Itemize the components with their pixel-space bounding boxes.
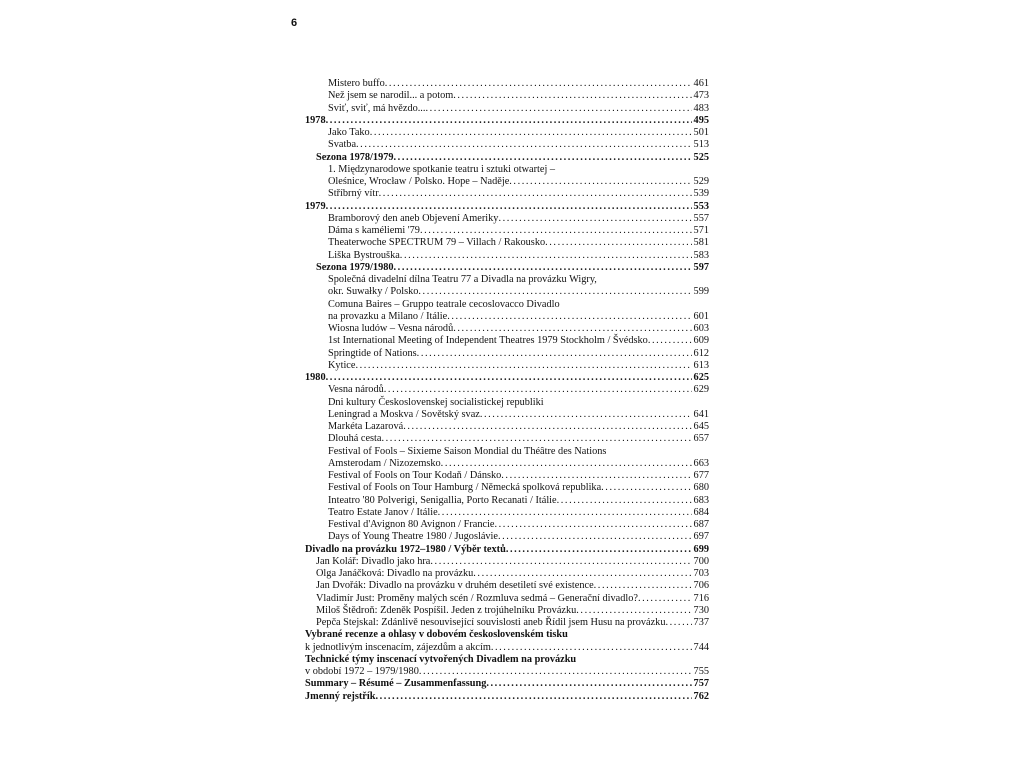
- toc-entry-title: Comuna Baires – Gruppo teatrale cecoslovacco Divadlo: [328, 298, 560, 310]
- toc-entry: [305, 593, 709, 605]
- dot-leader: [326, 201, 692, 213]
- toc-entry-title: Days of Young Theatre 1980 / Jugoslávie: [328, 531, 498, 543]
- toc-entry-page: 583: [693, 249, 709, 261]
- toc-entry: [305, 164, 709, 176]
- toc-entry-title: Sezona 1978/1979: [316, 151, 394, 163]
- toc-entry-page: 684: [693, 506, 709, 518]
- dot-leader: [400, 250, 692, 262]
- toc-entry: [305, 421, 709, 433]
- toc-entry-title: 1st International Meeting of Independent Theatres 1979 Stockholm / Švédsko: [328, 335, 648, 347]
- dot-leader: [638, 593, 692, 605]
- toc-entry-title: Olga Janáčková: Divadlo na provázku: [316, 568, 474, 579]
- toc-entry-title: Dáma s kaméliemi '79: [328, 225, 420, 236]
- toc-entry-title: okr. Suwałky / Polsko: [328, 286, 419, 298]
- toc-entry-title: Jako Tako: [328, 127, 370, 138]
- toc-entry-page: 557: [693, 212, 709, 224]
- toc-entry-title: Jan Dvořák: Divadlo na provázku v druhém desetiletí své existence: [316, 580, 594, 592]
- toc-entry-title: 1979: [305, 200, 326, 212]
- toc-entry: [305, 507, 709, 519]
- toc-entry: [305, 372, 709, 384]
- dot-leader: [394, 262, 692, 274]
- toc-entry: [305, 115, 709, 127]
- page-number: 6: [291, 17, 298, 29]
- dot-leader: [486, 678, 691, 690]
- toc-entry-title: Technické týmy inscenací vytvořených Divadlem na provázku: [305, 653, 577, 665]
- toc-entry-page: 571: [693, 225, 709, 236]
- toc-entry: [305, 409, 709, 421]
- toc-entry: [305, 544, 709, 556]
- toc-entry-title: 1978: [305, 114, 326, 126]
- toc-entry-title: Leningrad a Moskva / Sovětský svaz: [328, 408, 480, 420]
- toc-entry-page: 744: [693, 641, 709, 653]
- toc-entry-title: na provazku a Milano / Itálie: [328, 310, 448, 322]
- dot-leader: [491, 642, 692, 654]
- dot-leader: [375, 691, 691, 703]
- toc-entry-title: Oleśnice, Wrocław / Polsko. Hope – Naděje: [328, 176, 510, 187]
- dot-leader: [355, 360, 691, 372]
- toc-entry-page: 612: [693, 347, 709, 359]
- toc-entry: [305, 237, 709, 249]
- toc-entry: [305, 605, 709, 617]
- toc-entry-title: Stříbrný vítr: [328, 188, 379, 200]
- toc-entry: [305, 348, 709, 360]
- toc-entry-page: 581: [693, 237, 709, 249]
- toc-entry: [305, 470, 709, 482]
- toc-entry-title: Kytice: [328, 359, 356, 371]
- toc-entry-page: 687: [693, 519, 709, 530]
- dot-leader: [594, 580, 692, 592]
- toc-entry: [305, 286, 709, 298]
- toc-entry-page: 657: [693, 433, 709, 445]
- dot-leader: [498, 213, 691, 225]
- toc-entry-page: 699: [693, 543, 709, 555]
- toc-entry: [305, 225, 709, 237]
- toc-entry-title: 1. Międzynarodowe spotkanie teatru i sztuki otwartej –: [328, 163, 556, 175]
- toc-entry: [305, 90, 709, 102]
- toc-entry-title: Summary – Résumé – Zusammenfassung: [305, 678, 487, 690]
- toc-entry-page: 513: [693, 139, 709, 151]
- toc-entry-page: 539: [693, 188, 709, 200]
- toc-entry-page: 461: [693, 78, 709, 89]
- toc-entry-page: 553: [693, 200, 709, 212]
- toc-entry: [305, 495, 709, 507]
- toc-entry-page: 613: [693, 359, 709, 371]
- toc-entry: [305, 568, 709, 580]
- toc-entry-title: Bramborový den aneb Objevení Ameriky: [328, 212, 499, 224]
- toc-entry-title: Festival of Fools on Tour Kodaň / Dánsko: [328, 470, 502, 481]
- toc-entry-title: Sviť, sviť, má hvězdo...: [328, 102, 426, 114]
- toc-entry-title: Vesna národů: [328, 384, 384, 396]
- toc-entry: [305, 580, 709, 592]
- toc-entry: [305, 250, 709, 262]
- dot-leader: [473, 568, 691, 580]
- toc-entry: [305, 274, 709, 286]
- toc-entry: [305, 678, 709, 690]
- toc-entry: [305, 335, 709, 347]
- toc-entry-title: Festival d'Avignon 80 Avignon / Francie: [328, 519, 495, 530]
- toc-entry-page: 473: [693, 90, 709, 102]
- toc-entry-page: 757: [693, 678, 709, 690]
- toc-entry: [305, 139, 709, 151]
- toc-entry-title: Jan Kolář: Divadlo jako hra: [316, 555, 431, 567]
- dot-leader: [438, 507, 692, 519]
- toc-entry-title: Festival of Fools on Tour Hamburg / Německá spolková republika: [328, 482, 602, 494]
- toc-entry-title: Dni kultury Československej socialistickej republiki: [328, 396, 544, 408]
- toc-entry-title: Markéta Lazarová: [328, 421, 404, 432]
- toc-entry-page: 495: [693, 114, 709, 126]
- toc-entry-page: 730: [693, 604, 709, 616]
- dot-leader: [417, 348, 692, 360]
- toc-entry: [305, 482, 709, 494]
- dot-leader: [601, 482, 691, 494]
- toc-entry-page: 755: [693, 666, 709, 677]
- toc-entry: [305, 323, 709, 335]
- toc-entry: [305, 188, 709, 200]
- toc-entry-page: 529: [693, 176, 709, 187]
- toc-entry-title: Vybrané recenze a ohlasy v dobovém československém tisku: [305, 629, 568, 641]
- toc-entry: [305, 458, 709, 470]
- toc-entry: [305, 617, 709, 629]
- toc-entry-page: 597: [693, 261, 709, 273]
- toc-entry-page: 641: [693, 408, 709, 420]
- dot-leader: [453, 90, 691, 102]
- dot-leader: [648, 335, 692, 347]
- dot-leader: [506, 544, 692, 556]
- toc-entry-page: 483: [693, 102, 709, 114]
- toc-entry-page: 677: [693, 470, 709, 481]
- toc-entry: [305, 666, 709, 678]
- toc-entry-title: Sezona 1979/1980: [316, 261, 394, 273]
- toc-entry-title: Společná divadelní dílna Teatru 77 a Divadla na provázku Wigry,: [328, 274, 597, 285]
- dot-leader: [480, 409, 692, 421]
- dot-leader: [326, 115, 692, 127]
- dot-leader: [381, 433, 691, 445]
- toc-entry-page: 762: [693, 690, 709, 702]
- toc-entry: [305, 433, 709, 445]
- toc-entry: [305, 103, 709, 115]
- toc-entry-title: Mistero buffo: [328, 78, 385, 89]
- dot-leader: [419, 666, 692, 678]
- toc-entry-title: Theaterwoche SPECTRUM 79 – Villach / Rakousko: [328, 237, 546, 249]
- dot-leader: [356, 139, 692, 151]
- toc-entry: [305, 397, 709, 409]
- toc-entry-page: 706: [693, 580, 709, 592]
- dot-leader: [403, 421, 691, 433]
- toc-entry-page: 663: [693, 457, 709, 469]
- dot-leader: [447, 311, 691, 323]
- dot-leader: [509, 176, 691, 188]
- dot-leader: [441, 458, 692, 470]
- dot-leader: [420, 225, 692, 237]
- toc-entry: [305, 299, 709, 311]
- toc-entry-page: 697: [693, 531, 709, 543]
- toc-entry-page: 683: [693, 494, 709, 506]
- dot-leader: [453, 323, 691, 335]
- toc-entry-title: Amsterodam / Nizozemsko: [328, 457, 441, 469]
- toc-entry-title: Festival of Fools – Sixieme Saison Mondial du Théâtre des Nations: [328, 445, 607, 457]
- toc-entry: [305, 201, 709, 213]
- dot-leader: [418, 286, 691, 298]
- toc-entry: [305, 152, 709, 164]
- toc-entry-page: 716: [693, 592, 709, 604]
- toc-entry-page: 501: [693, 127, 709, 138]
- toc-entry-title: Inteatro '80 Polverigi, Senigallia, Porto Recanati / Itálie: [328, 494, 557, 506]
- toc-entry-title: 1980: [305, 372, 326, 383]
- toc-entry-page: 599: [693, 286, 709, 298]
- toc-entry-title: Springtide of Nations: [328, 347, 417, 359]
- toc-entry-page: 700: [693, 555, 709, 567]
- toc-entry-title: Jmenný rejstřík: [305, 690, 376, 702]
- toc-entry: [305, 446, 709, 458]
- toc-entry: [305, 519, 709, 531]
- toc-entry: [305, 642, 709, 654]
- toc-entry-title: Divadlo na provázku 1972–1980 / Výběr textů: [305, 543, 506, 555]
- table-of-contents: [305, 78, 709, 703]
- dot-leader: [501, 470, 691, 482]
- toc-entry: [305, 127, 709, 139]
- toc-entry-page: 525: [693, 151, 709, 163]
- toc-entry-title: k jednotlivým inscenacím, zájezdům a akcím: [305, 641, 491, 653]
- toc-entry-title: Teatro Estate Janov / Itálie: [328, 506, 438, 518]
- toc-entry-page: 680: [693, 482, 709, 494]
- toc-entry-title: Pepča Stejskal: Zdánlivě nesouvisející souvislosti aneb Řídil jsem Husu na provázku: [316, 617, 666, 628]
- dot-leader: [370, 127, 692, 139]
- dot-leader: [498, 531, 692, 543]
- toc-entry-title: Než jsem se narodil... a potom: [328, 90, 454, 102]
- toc-entry: [305, 384, 709, 396]
- toc-entry: [305, 531, 709, 543]
- dot-leader: [557, 495, 692, 507]
- toc-entry-page: 703: [693, 568, 709, 579]
- dot-leader: [665, 617, 691, 629]
- toc-entry: [305, 360, 709, 372]
- toc-entry: [305, 629, 709, 641]
- toc-entry: [305, 176, 709, 188]
- dot-leader: [576, 605, 691, 617]
- toc-entry: [305, 311, 709, 323]
- dot-leader: [379, 188, 692, 200]
- toc-entry-title: Miloš Štědroň: Zdeněk Pospíšil. Jeden z trojúhelníku Provázku: [316, 604, 577, 616]
- toc-entry-title: Vladimír Just: Proměny malých scén / Rozmluva sedmá – Generační divadlo?: [316, 592, 638, 604]
- toc-entry: [305, 654, 709, 666]
- toc-entry-title: Svatba: [328, 139, 357, 151]
- toc-entry-title: Liška Bystrouška: [328, 249, 400, 261]
- toc-entry-title: v období 1972 – 1979/1980: [305, 666, 419, 677]
- toc-entry: [305, 262, 709, 274]
- toc-entry-page: 609: [693, 335, 709, 347]
- dot-leader: [430, 556, 691, 568]
- dot-leader: [385, 78, 692, 90]
- dot-leader: [384, 384, 692, 396]
- toc-entry-page: 601: [693, 310, 709, 322]
- toc-entry: [305, 213, 709, 225]
- toc-entry-page: 603: [693, 323, 709, 334]
- toc-entry: [305, 556, 709, 568]
- dot-leader: [495, 519, 692, 531]
- toc-entry-page: 629: [693, 384, 709, 396]
- dot-leader: [326, 372, 692, 384]
- dot-leader: [394, 152, 692, 164]
- dot-leader: [425, 103, 691, 115]
- toc-entry-title: Dlouhá cesta: [328, 433, 382, 445]
- toc-entry: [305, 691, 709, 703]
- toc-entry-page: 625: [693, 372, 709, 383]
- toc-entry-page: 737: [693, 617, 709, 628]
- toc-entry-title: Wiosna ludów – Vesna národů: [328, 323, 454, 334]
- dot-leader: [545, 237, 691, 249]
- toc-entry-page: 645: [693, 421, 709, 432]
- toc-entry: [305, 78, 709, 90]
